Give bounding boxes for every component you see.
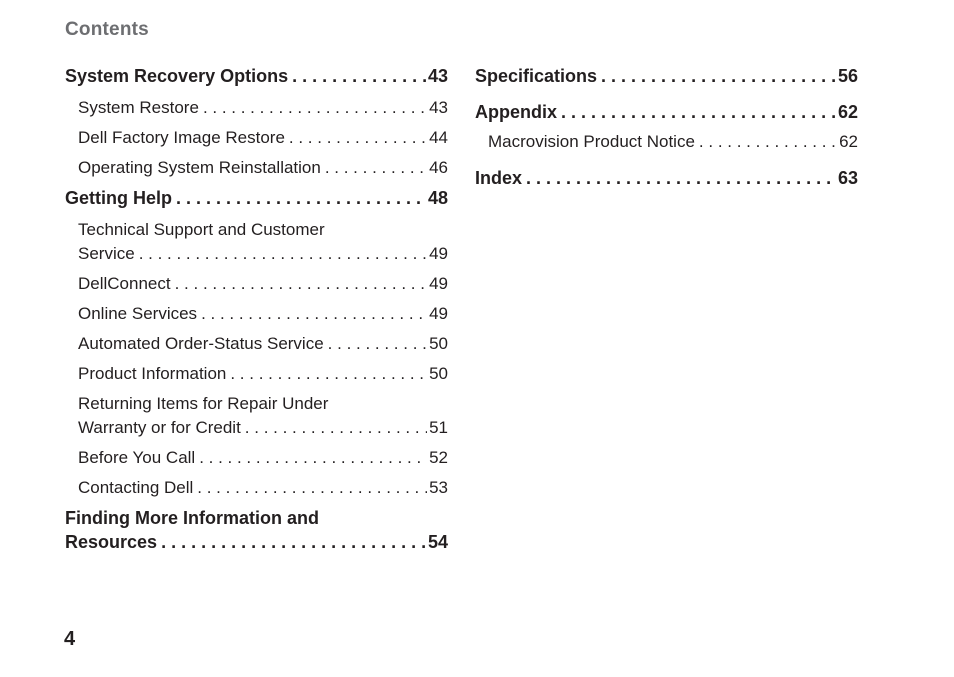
toc-page-number: 62: [837, 102, 858, 122]
toc-sub-os-reinstallation[interactable]: [65, 156, 448, 180]
toc-dot-leader: [245, 416, 427, 440]
toc-page-number: 43: [427, 66, 448, 86]
toc-page-number: 54: [427, 532, 448, 552]
toc-sub-macrovision-product-notice[interactable]: [475, 130, 858, 154]
toc-page-number: 56: [837, 66, 858, 86]
toc-page-number: 52: [429, 448, 448, 467]
toc-dot-leader: [325, 156, 427, 180]
toc-left-column: [65, 64, 448, 562]
toc-sub-before-you-call[interactable]: [65, 446, 448, 470]
toc-sub-online-services[interactable]: [65, 302, 448, 326]
toc-chapter-getting-help[interactable]: [65, 186, 448, 210]
toc-page-number: 49: [429, 274, 448, 293]
toc-dot-leader: [176, 186, 426, 210]
toc-sub-technical-support[interactable]: [65, 218, 448, 266]
toc-dot-leader: [197, 476, 427, 500]
toc-entry-title: Resources: [65, 532, 158, 552]
toc-entry-title: Automated Order-Status Service: [78, 334, 324, 353]
toc-sub-dell-factory-image-restore[interactable]: [65, 126, 448, 150]
toc-entry-title: Appendix: [475, 102, 558, 122]
toc-page-number: 50: [429, 364, 448, 383]
toc-chapter-specifications[interactable]: [475, 64, 858, 88]
toc-entry-title: Before You Call: [78, 448, 196, 467]
toc-entry-title: Contacting Dell: [78, 478, 194, 497]
toc-page-number: 63: [837, 168, 858, 188]
toc-entry-title-line1: Technical Support and Customer: [78, 220, 325, 239]
toc-entry-title: DellConnect: [78, 274, 171, 293]
toc-dot-leader: [199, 446, 427, 470]
toc-dot-leader: [601, 64, 836, 88]
toc-sub-system-restore[interactable]: [65, 96, 448, 120]
page-title: Contents: [65, 19, 149, 40]
toc-dot-leader: [699, 130, 837, 154]
toc-sub-returning-items[interactable]: [65, 392, 448, 440]
toc-dot-leader: [561, 100, 836, 124]
toc-entry-title: Service: [78, 244, 135, 263]
toc-sub-automated-order-status[interactable]: [65, 332, 448, 356]
toc-entry-title-line1: Finding More Information and: [65, 508, 319, 528]
toc-right-column: [475, 64, 858, 198]
toc-entry-title-line1: Returning Items for Repair Under: [78, 394, 329, 413]
toc-dot-leader: [161, 530, 426, 554]
toc-entry-title: System Restore: [78, 98, 199, 117]
toc-dot-leader: [201, 302, 427, 326]
toc-page-number: 53: [429, 478, 448, 497]
toc-page-number: 50: [429, 334, 448, 353]
toc-chapter-system-recovery-options[interactable]: [65, 64, 448, 88]
toc-entry-title: Getting Help: [65, 188, 172, 208]
toc-dot-leader: [292, 64, 426, 88]
toc-page-number: 44: [429, 128, 448, 147]
toc-chapter-finding-more-information[interactable]: [65, 506, 448, 554]
toc-sub-contacting-dell[interactable]: [65, 476, 448, 500]
toc-page-number: 49: [429, 304, 448, 323]
toc-dot-leader: [328, 332, 427, 356]
toc-entry-title: System Recovery Options: [65, 66, 289, 86]
toc-sub-product-information[interactable]: [65, 362, 448, 386]
toc-entry-title: Warranty or for Credit: [78, 418, 241, 437]
toc-page-number: 43: [429, 98, 448, 117]
toc-dot-leader: [526, 166, 836, 190]
page-number: 4: [64, 628, 76, 650]
toc-page-number: 49: [429, 244, 448, 263]
toc-sub-dellconnect[interactable]: [65, 272, 448, 296]
toc-entry-title: Index: [475, 168, 523, 188]
toc-dot-leader: [230, 362, 427, 386]
toc-entry-title: Macrovision Product Notice: [488, 132, 695, 151]
toc-dot-leader: [139, 242, 427, 266]
toc-page-number: 51: [429, 418, 448, 437]
toc-dot-leader: [175, 272, 427, 296]
toc-entry-title: Specifications: [475, 66, 598, 86]
toc-page-number: 62: [839, 132, 858, 151]
toc-chapter-appendix[interactable]: [475, 100, 858, 124]
toc-page-number: 48: [427, 188, 448, 208]
toc-chapter-index[interactable]: [475, 166, 858, 190]
toc-entry-title: Dell Factory Image Restore: [78, 128, 285, 147]
toc-page-number: 46: [429, 158, 448, 177]
toc-entry-title: Product Information: [78, 364, 227, 383]
toc-dot-leader: [203, 96, 427, 120]
toc-entry-title: Online Services: [78, 304, 198, 323]
toc-dot-leader: [289, 126, 427, 150]
toc-entry-title: Operating System Reinstallation: [78, 158, 321, 177]
